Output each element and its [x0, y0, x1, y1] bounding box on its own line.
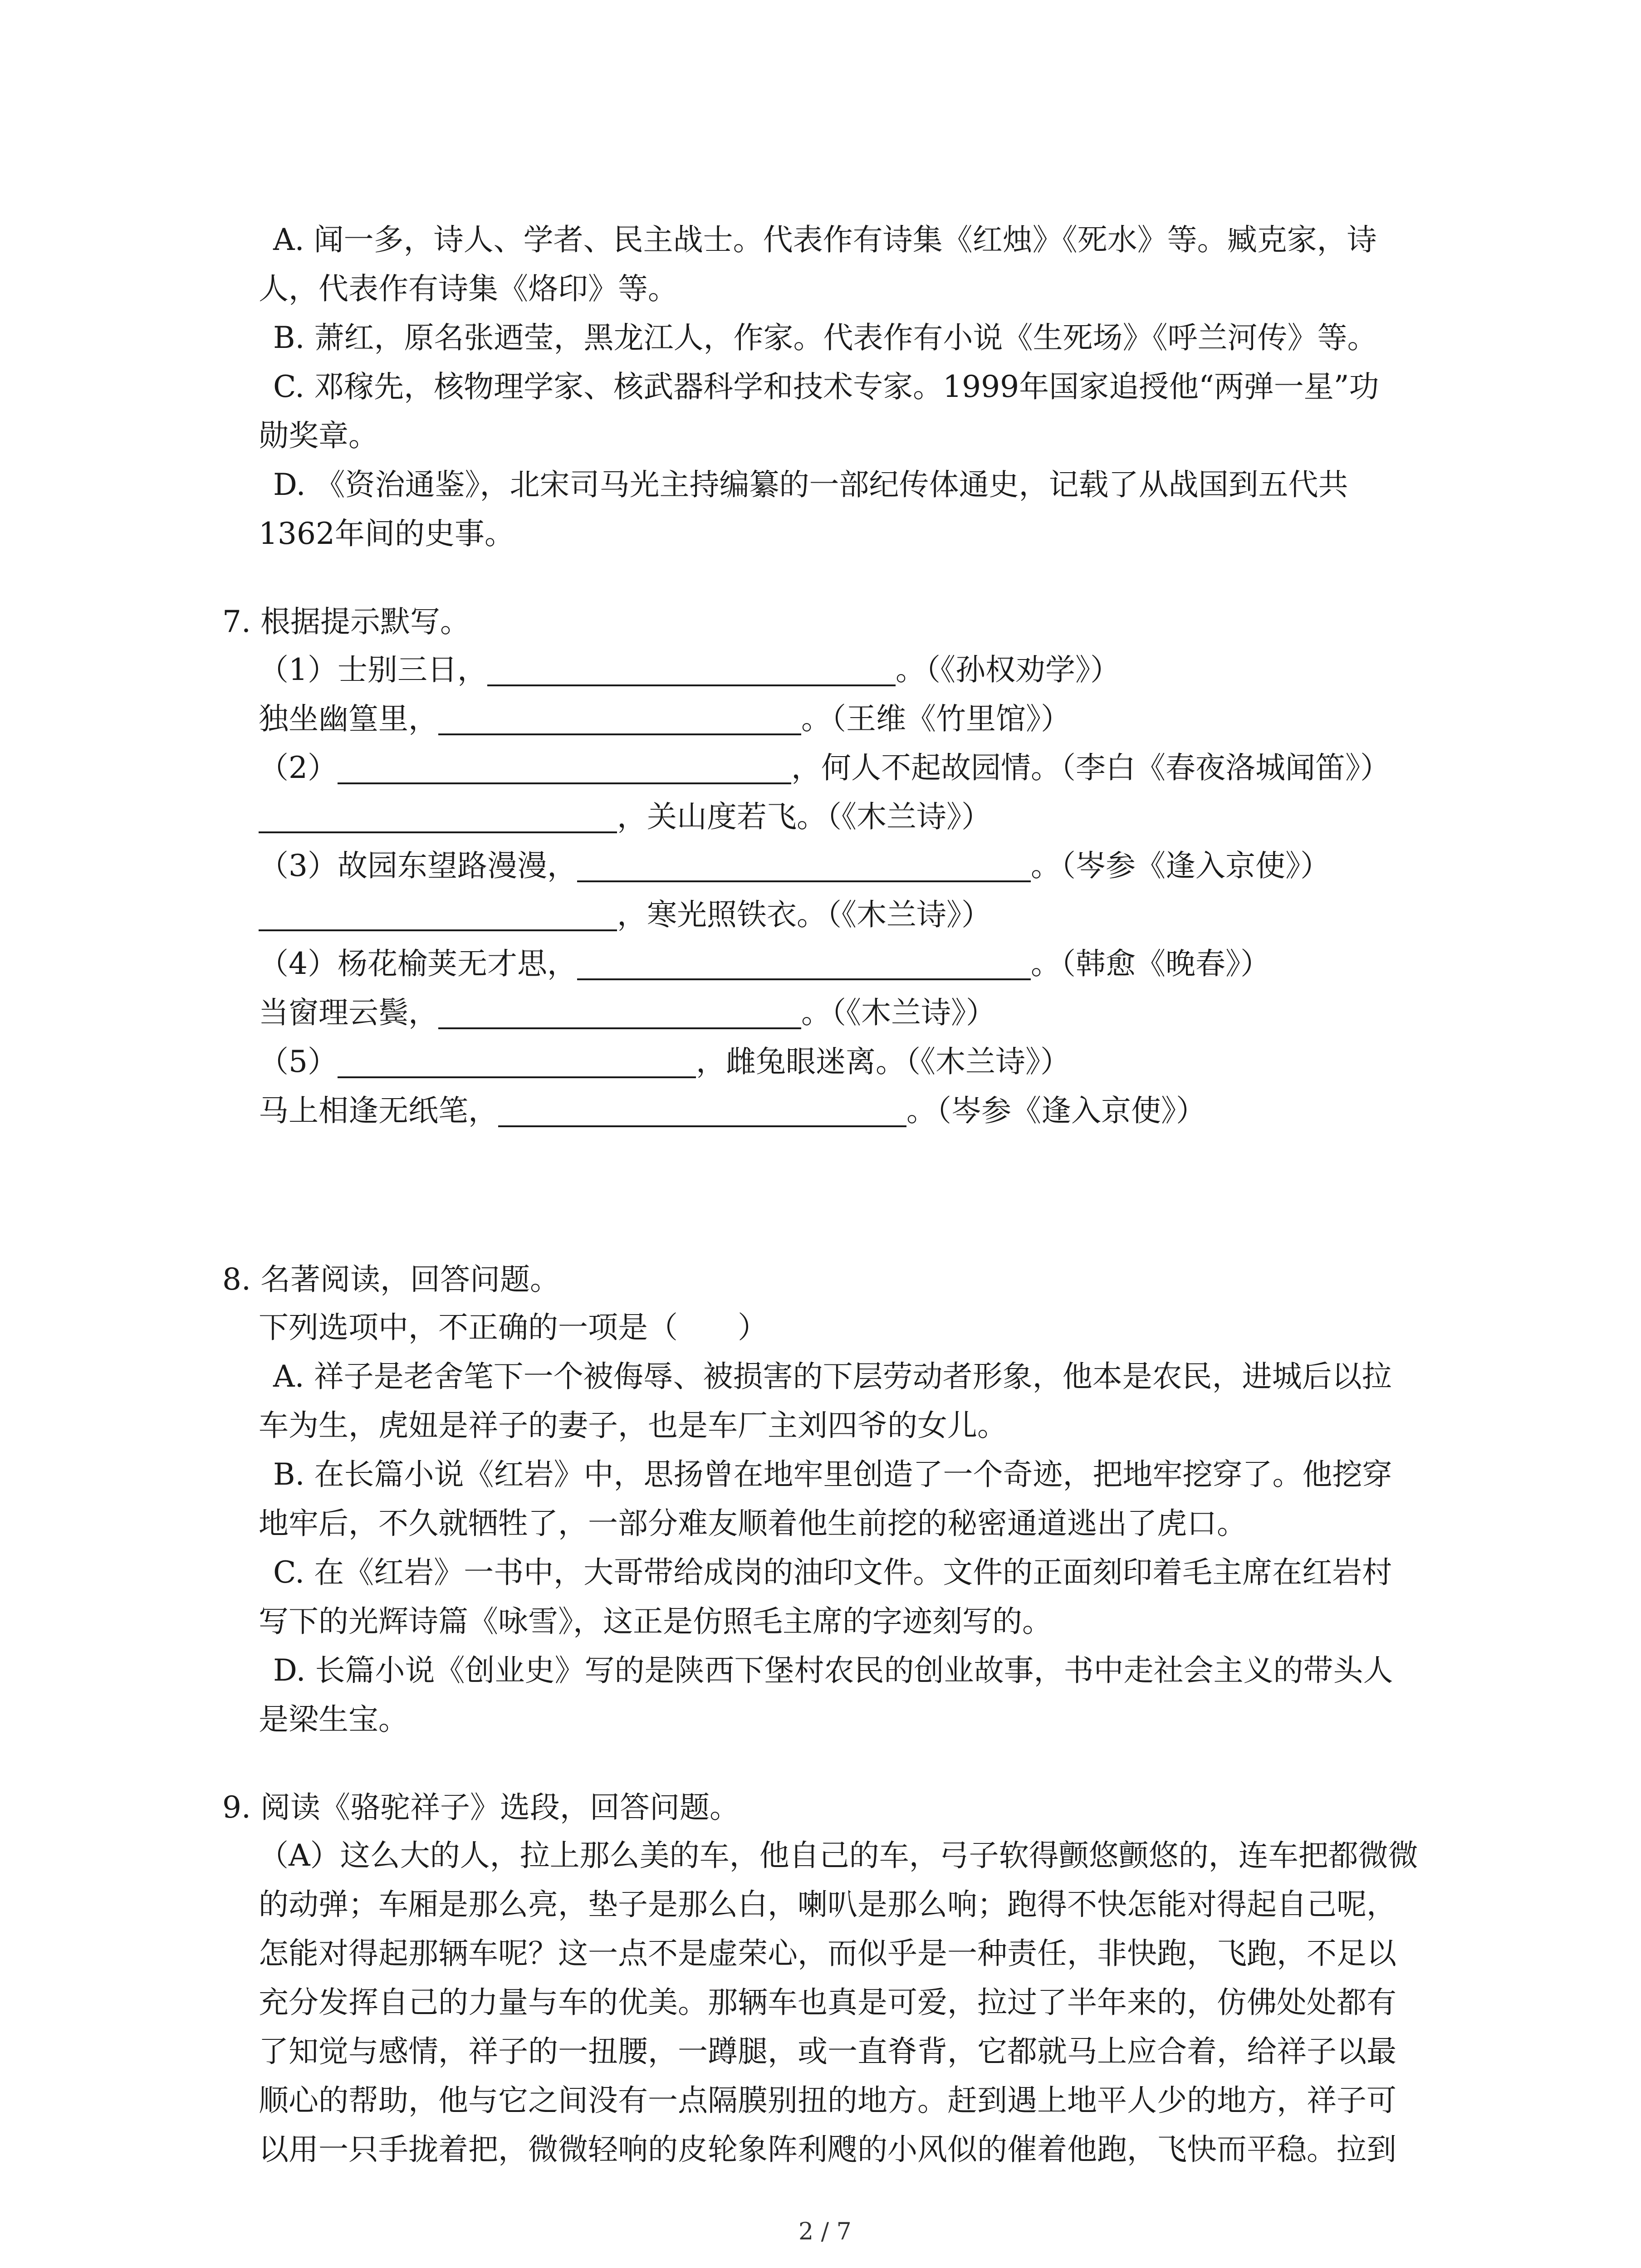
- q6-option-a-line2: 人，代表作有诗集《烙印》等。: [259, 271, 678, 306]
- answer-blank[interactable]: [259, 898, 617, 931]
- q7-item3: [259, 846, 1330, 886]
- q6-option-b: B. 萧红，原名张迺莹，黑龙江人，作家。代表作有小说《生死场》《呼兰河传》等。: [273, 320, 1377, 355]
- q7-item2-prompt: （2）: [259, 750, 338, 785]
- q7-item1b-source: 。（王维《竹里馆》）: [801, 701, 1071, 736]
- q7-title: 7. 根据提示默写。: [222, 604, 470, 639]
- q7-item5b: [259, 1090, 1206, 1131]
- q9-passage-line5: 了知觉与感情，祥子的一扭腰，一蹲腿，或一直脊背，它都就马上应合着，给祥子以最: [259, 2034, 1396, 2069]
- q9-passage-line1: （A）这么大的人，拉上那么美的车，他自己的车，弓子软得颤悠颤悠的，连车把都微微: [259, 1838, 1418, 1873]
- answer-blank[interactable]: [487, 653, 896, 686]
- q7-item5-source: ，雌兔眼迷离。（《木兰诗》）: [696, 1044, 1070, 1079]
- q9-title: 9. 阅读《骆驼祥子》选段，回答问题。: [222, 1790, 740, 1825]
- answer-blank[interactable]: [338, 1045, 696, 1078]
- q7-item2-source: ，何人不起故园情。（李白《春夜洛城闻笛》）: [791, 750, 1390, 785]
- q7-item4-source: 。（韩愈《晚春》）: [1031, 946, 1270, 981]
- q9-passage-line7: 以用一只手拢着把，微微轻响的皮轮象阵利飕的小风似的催着他跑，飞快而平稳。拉到: [259, 2132, 1396, 2167]
- q8-stem: 下列选项中，不正确的一项是（ ）: [259, 1310, 768, 1345]
- q7-item3-source: 。（岑参《逢入京使》）: [1031, 848, 1330, 883]
- answer-blank[interactable]: [577, 849, 1031, 882]
- q8-option-b-line2: 地牢后，不久就牺牲了，一部分难友顺着他生前挖的秘密通道逃出了虎口。: [259, 1506, 1247, 1541]
- q9-passage-line3: 怎能对得起那辆车呢？这一点不是虚荣心，而似乎是一种责任，非快跑，飞跑，不足以: [259, 1936, 1396, 1971]
- q8-option-d-line1: D. 长篇小说《创业史》写的是陕西下堡村农民的创业故事，书中走社会主义的带头人: [273, 1653, 1393, 1688]
- q9-passage-line2: 的动弹；车厢是那么亮，垫子是那么白，喇叭是那么响；跑得不快怎能对得起自己呢，: [259, 1887, 1396, 1922]
- q7-item4b-source: 。（《木兰诗》）: [801, 995, 996, 1030]
- q7-item5b-source: 。（岑参《逢入京使》）: [906, 1093, 1206, 1128]
- q7-item4-prompt: （4）杨花榆荚无才思，: [259, 946, 577, 981]
- q7-item5: [259, 1041, 1070, 1082]
- q9-passage-line6: 顺心的帮助，他与它之间没有一点隔膜别扭的地方。赶到遇上地平人少的地方，祥子可: [259, 2083, 1396, 2118]
- q7-item4b: [259, 992, 996, 1033]
- answer-blank[interactable]: [577, 947, 1031, 980]
- q7-item2: [259, 748, 1390, 788]
- q7-item1b-prompt: 独坐幽篁里，: [259, 701, 438, 736]
- q7-item4b-prompt: 当窗理云鬓，: [259, 995, 438, 1030]
- q6-option-d-line2: 1362年间的史事。: [259, 516, 514, 551]
- q7-item1-prompt: （1）士别三日，: [259, 652, 487, 687]
- q7-item5b-prompt: 马上相逢无纸笔，: [259, 1093, 498, 1128]
- q7-item3b: [259, 894, 991, 935]
- q8-title: 8. 名著阅读，回答问题。: [222, 1262, 560, 1297]
- q7-item1b: [259, 699, 1071, 739]
- q7-item1-source: 。（《孙权劝学》）: [896, 652, 1120, 687]
- answer-blank[interactable]: [338, 751, 791, 784]
- q8-option-c-line2: 写下的光辉诗篇《咏雪》，这正是仿照毛主席的字迹刻写的。: [259, 1604, 1052, 1639]
- q7-item2b: [259, 797, 991, 837]
- q6-option-c-line2: 勋奖章。: [259, 418, 378, 453]
- q6-option-a-line1: A. 闻一多，诗人、学者、民主战士。代表作有诗集《红烛》《死水》等。臧克家，诗: [273, 222, 1377, 257]
- q6-option-d-line1: D. 《资治通鉴》，北宋司马光主持编纂的一部纪传体通史，记载了从战国到五代共: [273, 467, 1348, 502]
- q7-item5-prompt: （5）: [259, 1044, 338, 1079]
- answer-blank[interactable]: [438, 996, 801, 1029]
- answer-blank[interactable]: [259, 800, 617, 833]
- q7-item3b-source: ，寒光照铁衣。（《木兰诗》）: [617, 897, 991, 932]
- q6-option-c-line1: C. 邓稼先，核物理学家、核武器科学和技术专家。1999年国家追授他“两弹一星”功: [273, 369, 1379, 404]
- answer-blank[interactable]: [498, 1094, 906, 1127]
- q8-option-a-line1: A. 祥子是老舍笔下一个被侮辱、被损害的下层劳动者形象，他本是农民，进城后以拉: [273, 1359, 1392, 1394]
- q7-item1: [259, 650, 1120, 690]
- q8-option-b-line1: B. 在长篇小说《红岩》中，思扬曾在地牢里创造了一个奇迹，把地牢挖穿了。他挖穿: [273, 1457, 1392, 1492]
- q7-item3-prompt: （3）故园东望路漫漫，: [259, 848, 577, 883]
- q9-passage-line4: 充分发挥自己的力量与车的优美。那辆车也真是可爱，拉过了半年来的，仿佛处处都有: [259, 1985, 1396, 2020]
- page-number: 2 / 7: [798, 2218, 852, 2245]
- q8-option-c-line1: C. 在《红岩》一书中，大哥带给成岗的油印文件。文件的正面刻印着毛主席在红岩村: [273, 1555, 1392, 1590]
- q7-item4: [259, 943, 1270, 984]
- q7-item2b-source: ，关山度若飞。（《木兰诗》）: [617, 799, 991, 834]
- answer-blank[interactable]: [438, 702, 801, 735]
- q8-option-a-line2: 车为生，虎妞是祥子的妻子，也是车厂主刘四爷的女儿。: [259, 1408, 1007, 1443]
- q8-option-d-line2: 是梁生宝。: [259, 1702, 408, 1737]
